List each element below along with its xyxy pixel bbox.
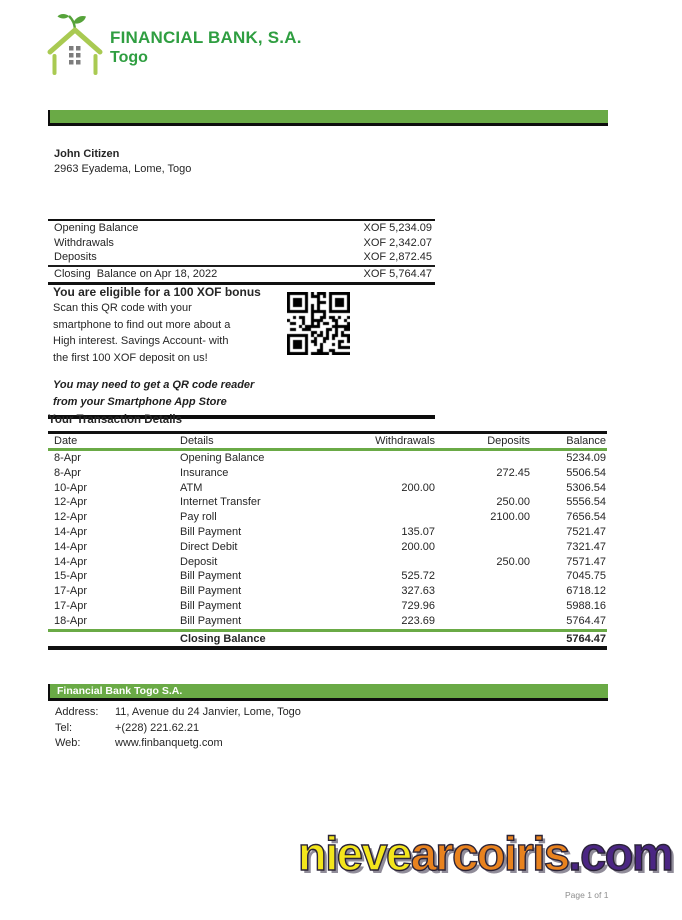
cell-withdrawal: 200.00 (401, 540, 435, 553)
footer-contact-row (48, 705, 608, 721)
bonus-title: You are eligible for a 100 XOF bonus (53, 285, 261, 299)
house-sprout-icon (46, 12, 104, 76)
col-header-deposits: Deposits (487, 435, 530, 447)
cell-balance: 7571.47 (566, 555, 606, 568)
cell-details: Insurance (180, 466, 229, 479)
transaction-row (48, 569, 607, 584)
cell-details: Bill Payment (180, 570, 242, 583)
cell-deposit (435, 481, 530, 496)
cell-balance: 7656.54 (566, 511, 606, 524)
cell-details: Bill Payment (180, 614, 242, 627)
cell-details: Direct Debit (180, 540, 238, 553)
summary-closing-row (48, 265, 435, 286)
col-header-balance: Balance (566, 435, 606, 447)
cell-withdrawal: 223.69 (401, 614, 435, 627)
customer-address: 2963 Eyadema, Lome, Togo (54, 163, 192, 175)
cell-date: 14-Apr (54, 540, 88, 553)
closing-balance-row (48, 629, 607, 651)
cell-date: 17-Apr (54, 585, 88, 598)
cell-deposit: 2100.00 (490, 511, 530, 524)
cell-balance: 7045.75 (566, 570, 606, 583)
footer-contact-rows (48, 705, 608, 752)
transaction-row (48, 495, 607, 510)
summary-value: XOF 5,234.09 (363, 222, 432, 234)
cell-deposit (435, 599, 530, 614)
cell-date: 10-Apr (54, 481, 88, 494)
balance-summary-table (48, 219, 435, 285)
bonus-offer-section (48, 284, 435, 419)
cell-withdrawal: 200.00 (401, 481, 435, 494)
bonus-body (53, 300, 435, 366)
cell-date: 8-Apr (54, 466, 81, 479)
cell-date: 14-Apr (54, 525, 88, 538)
cell-deposit: 272.45 (496, 466, 530, 479)
watermark-sitename (298, 826, 672, 881)
cell-deposit (435, 525, 530, 540)
cell-date: 12-Apr (54, 496, 88, 509)
transaction-row (48, 525, 607, 540)
cell-withdrawal (358, 466, 435, 481)
cell-withdrawal: 327.63 (401, 585, 435, 598)
cell-date: 14-Apr (54, 555, 88, 568)
cell-deposit (435, 451, 530, 466)
cell-details: Opening Balance (180, 452, 265, 464)
cell-withdrawal (358, 555, 435, 570)
cell-deposit (435, 540, 530, 555)
contact-label: Address: (55, 706, 99, 718)
footer-bank-title-bar: Financial Bank Togo S.A. (48, 684, 608, 701)
cell-withdrawal (358, 510, 435, 525)
cell-balance: 7521.47 (566, 525, 606, 538)
bonus-body-line: the first 100 XOF deposit on us! (53, 351, 208, 364)
transactions-table (48, 431, 607, 650)
summary-row (48, 236, 435, 251)
bonus-note-line: You may need to get a QR code reader (53, 379, 255, 391)
footer-contact-row (48, 736, 608, 752)
col-header-date: Date (54, 435, 78, 447)
cell-details: Bill Payment (180, 525, 242, 538)
cell-withdrawal: 135.07 (401, 525, 435, 538)
cell-withdrawal: 729.96 (401, 599, 435, 612)
summary-label: Opening Balance (54, 222, 139, 234)
bank-name: FINANCIAL BANK, S.A. (110, 28, 302, 47)
contact-value: 11, Avenue du 24 Janvier, Lome, Togo (115, 706, 301, 718)
transaction-row (48, 599, 607, 614)
cell-balance: 5556.54 (566, 496, 606, 509)
cell-withdrawal (358, 495, 435, 510)
cell-balance: 5764.47 (566, 614, 606, 627)
cell-date: 12-Apr (54, 511, 88, 524)
transaction-row (48, 451, 607, 466)
bank-logo-text (110, 28, 302, 67)
summary-row (48, 250, 435, 265)
cell-balance: 5234.09 (566, 452, 606, 464)
header-divider-bar (48, 110, 608, 126)
cell-withdrawal (358, 451, 435, 466)
summary-label: Withdrawals (54, 236, 114, 249)
transaction-row (48, 481, 607, 496)
cell-deposit (435, 569, 530, 584)
footer-section (48, 684, 608, 752)
cell-deposit: 250.00 (496, 555, 530, 568)
closing-row-label: Closing Balance (180, 632, 266, 645)
watermark-part-orange: arcoiris (410, 827, 569, 880)
col-header-details: Details (180, 435, 214, 447)
transactions-body (48, 451, 607, 629)
summary-value: XOF 2,872.45 (363, 251, 432, 264)
cell-details: Deposit (180, 555, 218, 568)
cell-balance: 5988.16 (566, 599, 606, 612)
cell-withdrawal: 525.72 (401, 570, 435, 583)
transaction-row (48, 614, 607, 629)
cell-deposit (435, 584, 530, 599)
closing-balance-value: XOF 5,764.47 (363, 267, 432, 280)
watermark-part-purple: .com (568, 827, 673, 880)
contact-label: Web: (55, 737, 81, 749)
qr-code (287, 292, 350, 355)
transaction-row (48, 466, 607, 481)
cell-deposit: 250.00 (496, 496, 530, 509)
cell-balance: 7321.47 (566, 540, 606, 553)
transaction-row (48, 510, 607, 525)
cell-balance: 5306.54 (566, 481, 606, 494)
customer-block (54, 147, 191, 177)
footer-contact-row (48, 721, 608, 737)
cell-details: Pay roll (180, 511, 217, 524)
customer-name: John Citizen (54, 148, 120, 160)
cell-balance: 5506.54 (566, 466, 606, 479)
col-header-withdrawals: Withdrawals (375, 435, 435, 447)
contact-value: www.finbanquetg.com (115, 737, 223, 749)
cell-details: Bill Payment (180, 585, 242, 598)
cell-deposit (435, 614, 530, 629)
contact-value: +(228) 221.62.21 (115, 721, 200, 734)
contact-label: Tel: (55, 721, 73, 734)
summary-label: Deposits (54, 251, 97, 264)
cell-date: 17-Apr (54, 599, 88, 612)
cell-balance: 6718.12 (566, 585, 606, 598)
bonus-note-line: from your Smartphone App Store (53, 395, 227, 408)
bonus-body-line: Scan this QR code with your (53, 302, 192, 314)
page-number: Page 1 of 1 (565, 890, 609, 900)
transactions-title: Your Transaction Details (48, 414, 182, 426)
bonus-body-line: High interest. Savings Account- with (53, 335, 229, 347)
window-panes (69, 46, 81, 65)
bank-logo (46, 12, 302, 76)
cell-date: 15-Apr (54, 570, 88, 583)
bonus-body-line: smartphone to find out more about a (53, 318, 231, 331)
transaction-row (48, 540, 607, 555)
bonus-note (53, 377, 435, 410)
cell-details: Internet Transfer (180, 496, 261, 509)
closing-row-balance: 5764.47 (566, 632, 606, 645)
cell-date: 8-Apr (54, 452, 81, 464)
closing-balance-label: Closing Balance on Apr 18, 2022 (54, 267, 218, 280)
bank-country: Togo (110, 49, 148, 66)
cell-date: 18-Apr (54, 614, 88, 627)
watermark-part-yellow: nieve (298, 827, 411, 880)
transaction-row (48, 584, 607, 599)
transactions-header-row (48, 434, 607, 451)
summary-row (48, 221, 435, 236)
summary-rows (48, 221, 435, 265)
summary-value: XOF 2,342.07 (363, 236, 432, 249)
cell-details: ATM (180, 481, 203, 494)
transaction-row (48, 555, 607, 570)
cell-details: Bill Payment (180, 599, 242, 612)
